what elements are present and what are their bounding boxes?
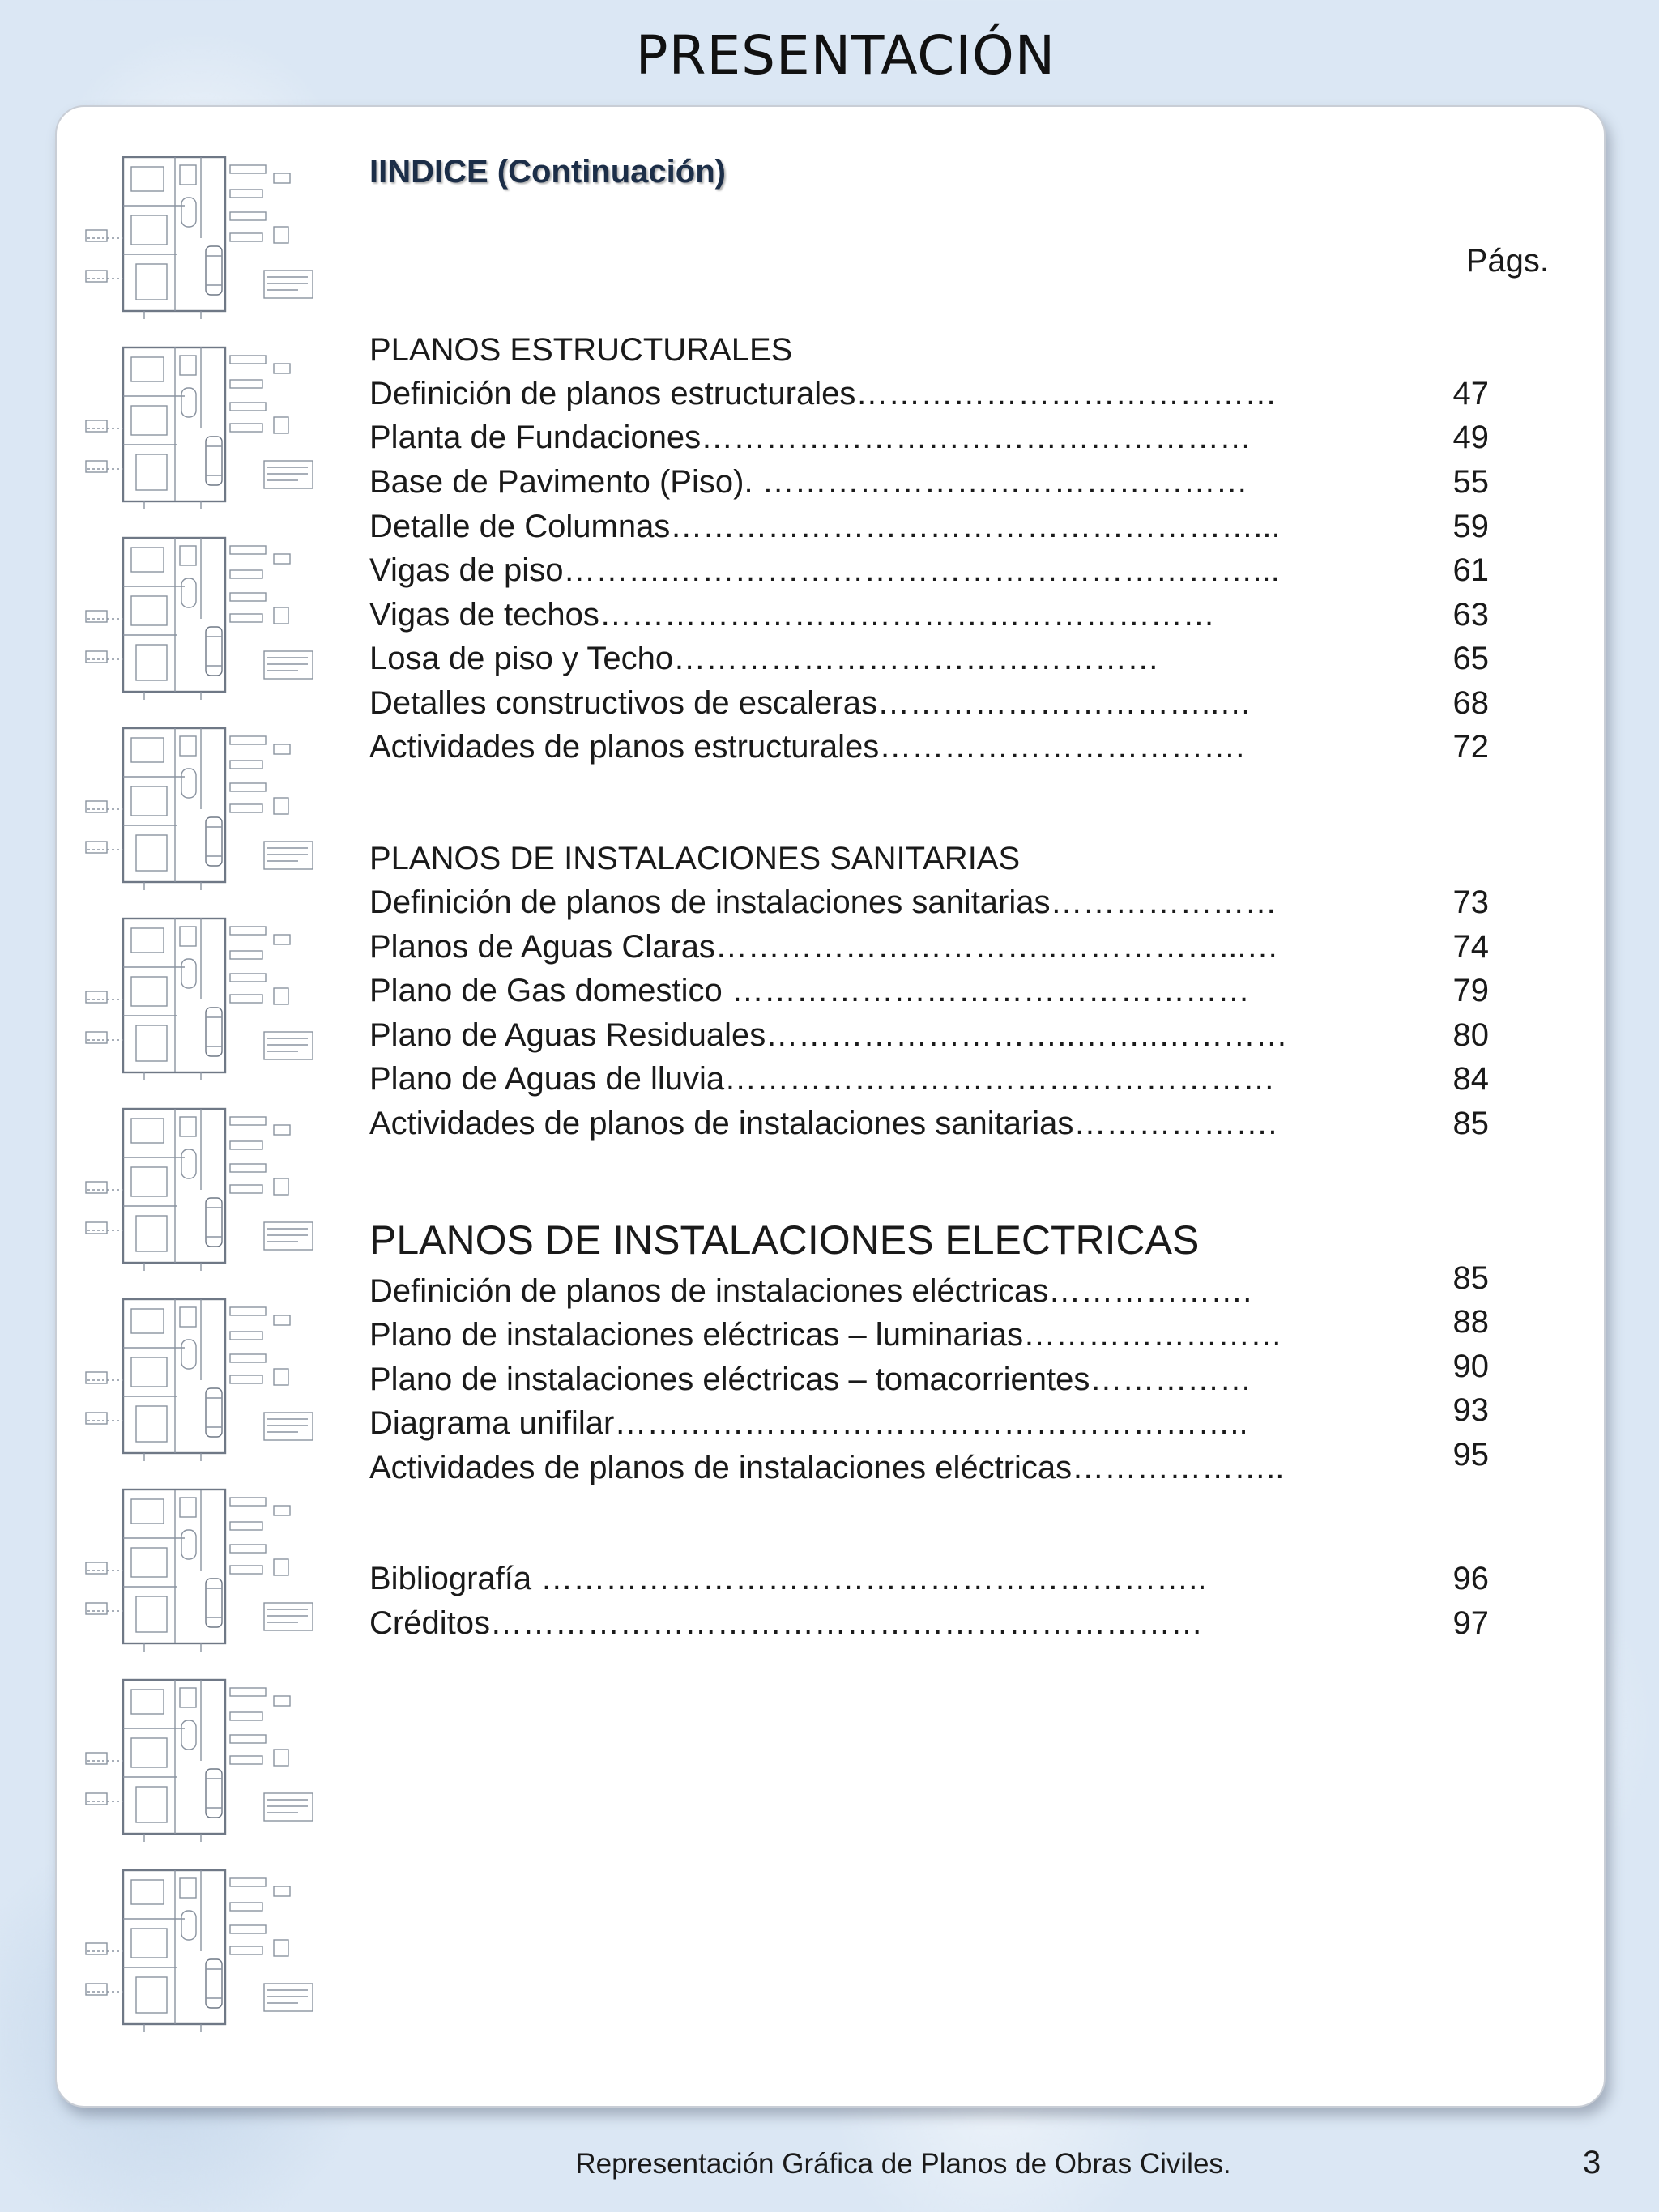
toc-entry-label: Vigas de techos………………………………………………… [369, 597, 1215, 633]
pages-column-label: Págs. [1465, 243, 1549, 279]
floor-plan-thumbnail [79, 720, 371, 892]
toc-entry-page: 47 [1452, 376, 1489, 411]
toc-entry-page: 85 [1452, 1260, 1489, 1296]
toc-entry-page: 65 [1452, 641, 1489, 676]
page-title: PRESENTACIÓN [635, 24, 1056, 87]
floor-plan-thumbnail [79, 339, 371, 511]
toc-entry-page: 85 [1452, 1106, 1489, 1141]
toc-entry [369, 376, 1520, 420]
footer-text: Representación Gráfica de Planos de Obras Civiles. [575, 2148, 1231, 2180]
toc-entry-label: Vigas de piso……….………………………………………………... [369, 552, 1280, 588]
page-number: 3 [1583, 2145, 1601, 2180]
toc-entry-label: Definición de planos de instalaciones sanitarias………………… [369, 884, 1277, 920]
toc-entry-label: Diagrama unifilar………………………………………………….. [369, 1405, 1248, 1441]
toc-entry [369, 973, 1520, 1016]
toc-entry-label: Detalles constructivos de escaleras…………………………..… [369, 685, 1252, 721]
toc-entry [369, 420, 1520, 463]
toc-entry [369, 641, 1520, 684]
toc-entry [369, 509, 1520, 552]
toc-entry [369, 1392, 1520, 1449]
toc-entry [369, 729, 1520, 773]
toc-entry-label: Créditos………………………………………………………… [369, 1605, 1203, 1641]
toc-entry-label: Definición de planos de instalaciones eléctricas………………. [369, 1273, 1252, 1309]
toc-entry-label: Detalle de Columnas………………………………………………... [369, 509, 1281, 544]
toc-entry-page: 73 [1452, 884, 1489, 920]
toc-entry-label: Losa de piso y Techo……………………………………… [369, 641, 1160, 676]
toc-entry-label: Plano de Aguas Residuales………………………..……..………… [369, 1017, 1288, 1053]
floor-plan-thumbnail [79, 910, 371, 1082]
toc-entry [369, 1061, 1520, 1105]
toc-entry-page: 63 [1452, 597, 1489, 633]
toc-entry-page: 79 [1452, 973, 1489, 1008]
toc-entry [369, 1106, 1520, 1149]
floor-plan-thumbnail [79, 149, 371, 321]
toc-entry [369, 1349, 1520, 1405]
toc-entry-label: Actividades de planos de instalaciones sanitarias………………. [369, 1106, 1277, 1141]
toc-entry-label: Actividades de planos estructurales……………………………. [369, 729, 1245, 765]
toc-entry-label: Actividades de planos de instalaciones eléctricas……………….. [369, 1450, 1285, 1485]
toc-entry [369, 685, 1520, 729]
toc-entry-label: Plano de Aguas de lluvia…………………………………………… [369, 1061, 1276, 1097]
toc-entry-page: 61 [1452, 552, 1489, 588]
toc-entry-label: Definición de planos estructurales………………………………… [369, 376, 1277, 411]
toc-entry-page: 80 [1452, 1017, 1489, 1053]
toc-entry [369, 1304, 1520, 1361]
toc-entry-page: 68 [1452, 685, 1489, 721]
toc-entry-page: 55 [1452, 464, 1489, 500]
toc-entry-page: 72 [1452, 729, 1489, 765]
floor-plan-thumbnail [79, 530, 371, 701]
toc-entry-label: Planta de Fundaciones…………………………………………… [369, 420, 1252, 455]
toc-entry-page: 84 [1452, 1061, 1489, 1097]
toc-entry [369, 1437, 1520, 1494]
toc-entry-page: 97 [1452, 1605, 1489, 1641]
toc-entry [369, 597, 1520, 641]
toc-entry [369, 1017, 1520, 1061]
toc-entry-page: 88 [1452, 1304, 1489, 1340]
toc-heading: IINDICE (Continuación) [369, 154, 726, 190]
toc-entry-bibliography [369, 1561, 1520, 1605]
toc-entry-label: Plano de instalaciones eléctricas – luminarias…………………… [369, 1317, 1283, 1353]
toc-entry-label: Planos de Aguas Claras…………………………..……………...… [369, 929, 1279, 965]
section-title-structural: PLANOS ESTRUCTURALES [369, 332, 793, 368]
toc-entry [369, 464, 1520, 508]
floor-plan-thumbnail [79, 1481, 371, 1653]
floor-plan-thumbnail [79, 1862, 371, 2034]
toc-entry-label: Plano de Gas domestico ………………………………………… [369, 973, 1250, 1008]
toc-entry-page: 93 [1452, 1392, 1489, 1428]
toc-entry-credits [369, 1605, 1520, 1649]
toc-entry-page: 74 [1452, 929, 1489, 965]
toc-entry-label: Bibliografía …………………………………………………….. [369, 1561, 1207, 1596]
toc-entry [369, 884, 1520, 928]
floor-plan-thumbnail [79, 1101, 371, 1272]
floor-plan-thumbnail [79, 1672, 371, 1843]
content-panel [55, 105, 1606, 2108]
toc-entry [369, 552, 1520, 596]
floor-plan-thumbnail [79, 1291, 371, 1463]
toc-entry-label: Base de Pavimento (Piso). ……………………………………… [369, 464, 1248, 500]
toc-entry-page: 90 [1452, 1349, 1489, 1384]
toc-entry-label: Plano de instalaciones eléctricas – tomacorrientes…………… [369, 1362, 1252, 1397]
section-title-electrical: PLANOS DE INSTALACIONES ELECTRICAS [369, 1217, 1200, 1263]
toc-entry-page: 96 [1452, 1561, 1489, 1596]
toc-entry [369, 929, 1520, 973]
toc-entry-page: 59 [1452, 509, 1489, 544]
toc-entry-page: 95 [1452, 1437, 1489, 1473]
section-title-sanitary: PLANOS DE INSTALACIONES SANITARIAS [369, 841, 1021, 876]
toc-entry-page: 49 [1452, 420, 1489, 455]
toc-entry [369, 1260, 1520, 1317]
floor-plan-thumbnail-strip [79, 149, 371, 2052]
